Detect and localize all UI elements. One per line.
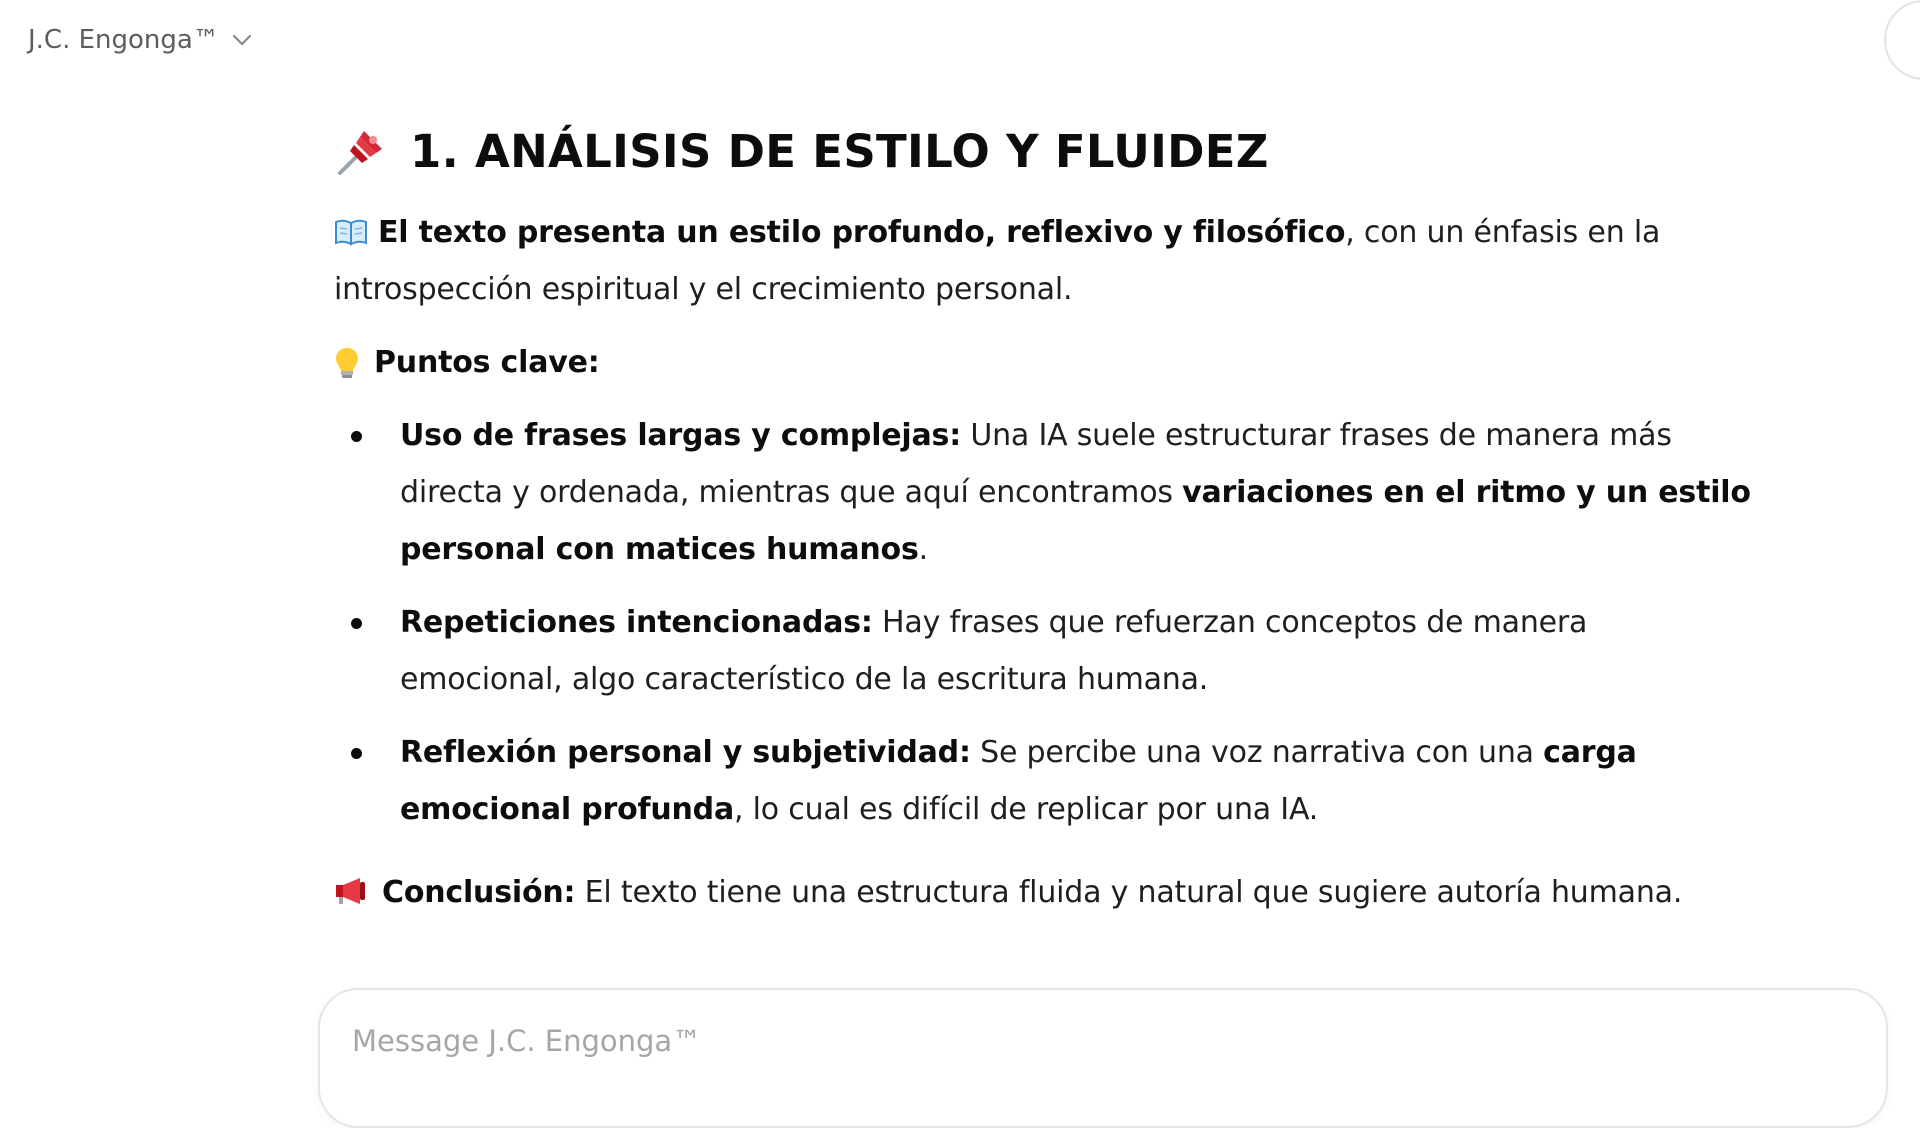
message-composer xyxy=(318,988,1888,1128)
intro-bold: El texto presenta un estilo profundo, reflexivo y filosófico xyxy=(378,215,1346,250)
point-text: Una IA suele estructurar frases de manera más directa y ordenada, mientras que aquí encontramos xyxy=(400,418,1672,510)
model-name: J.C. Engonga™ xyxy=(28,25,219,55)
intro-paragraph xyxy=(334,204,1754,318)
megaphone-icon xyxy=(334,876,368,906)
point-text-end: , lo cual es difícil de replicar por una IA. xyxy=(734,792,1319,827)
list-item xyxy=(334,594,1754,708)
key-points-label xyxy=(334,334,1754,391)
key-points-list xyxy=(334,407,1754,838)
profile-button[interactable] xyxy=(1884,0,1920,80)
point-text-end: . xyxy=(918,532,928,567)
chevron-down-icon xyxy=(231,29,253,51)
section-title xyxy=(334,112,1754,192)
conclusion-content xyxy=(382,864,1682,921)
message-input[interactable] xyxy=(352,1016,1832,1066)
point-text: Hay frases que refuerzan conceptos de manera emocional, algo característico de la escritura humana. xyxy=(400,605,1588,697)
key-points-text: Puntos clave: xyxy=(374,345,600,380)
assistant-message xyxy=(334,112,1754,921)
list-item xyxy=(334,407,1754,578)
point-text: Se percibe una voz narrativa con una xyxy=(970,735,1544,770)
top-bar xyxy=(0,0,1920,80)
point-title: Repeticiones intencionadas: xyxy=(400,605,873,640)
conclusion-text: El texto tiene una estructura fluida y natural que sugiere autoría humana. xyxy=(575,875,1683,910)
intro-text: , con un énfasis en la introspección espiritual y el crecimiento personal. xyxy=(334,215,1661,307)
model-switcher[interactable] xyxy=(26,18,259,62)
open-book-icon xyxy=(334,218,368,246)
point-emphasis: carga emocional profunda xyxy=(400,735,1637,827)
section-title-text: 1. ANÁLISIS DE ESTILO Y FLUIDEZ xyxy=(410,125,1269,178)
point-title: Uso de frases largas y complejas: xyxy=(400,418,962,453)
light-bulb-icon xyxy=(334,346,360,380)
point-emphasis: variaciones en el ritmo y un estilo personal con matices humanos xyxy=(400,475,1751,567)
pushpin-icon xyxy=(334,125,388,179)
point-title: Reflexión personal y subjetividad: xyxy=(400,735,971,770)
list-item xyxy=(334,724,1754,838)
conclusion-paragraph xyxy=(334,864,1754,921)
conclusion-label: Conclusión: xyxy=(382,875,576,910)
